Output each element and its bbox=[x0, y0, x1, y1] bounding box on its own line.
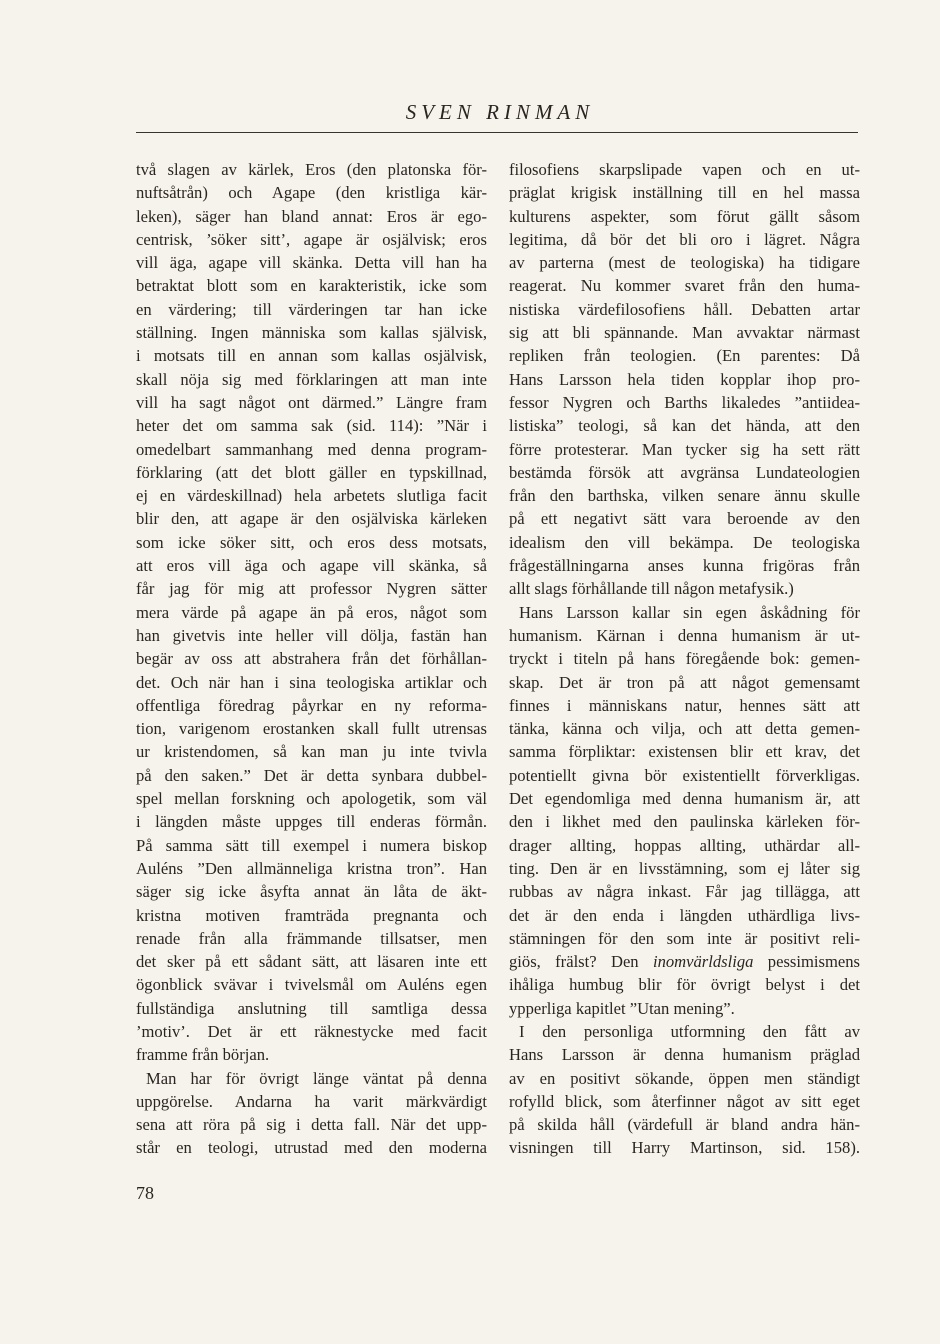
text-line: Hans Larsson är denna humanism präglad bbox=[509, 1045, 860, 1065]
text-line: präglat krigisk inställning till en hel massa bbox=[509, 183, 860, 203]
text-line: två slagen av kärlek, Eros (den platonska för- bbox=[136, 160, 487, 179]
text-segment: giös, frälst? Den bbox=[509, 952, 653, 972]
text-line: skall nöja sig med förklaringen att man inte bbox=[136, 369, 487, 389]
left-text-column bbox=[136, 158, 487, 1160]
text-line: på skilda håll (värdefull är bland andra hän- bbox=[509, 1115, 860, 1135]
text-line: listiska” teologi, så kan det hända, att den bbox=[509, 416, 860, 436]
text-line: i längden måste uppges till enderas förmån. bbox=[136, 812, 487, 832]
text-line: renade från alla främmande tillsatser, men bbox=[136, 928, 487, 948]
text-segment: pessimismens bbox=[753, 952, 860, 972]
text-line: det sker på ett sådant sätt, att läsaren inte ett bbox=[136, 952, 487, 972]
text-line: Hans Larsson kallar sin egen åskådning för bbox=[519, 602, 860, 622]
text-line: sena att röra på sig i detta fall. När det upp- bbox=[136, 1115, 487, 1135]
text-line: leken), säger han bland annat: Eros är ego- bbox=[136, 206, 487, 226]
text-line: ihåliga humbug blir för övrigt belyst i det bbox=[509, 975, 860, 995]
text-line: rubbas av några inkast. Får jag tillägga, att bbox=[509, 882, 860, 902]
text-line: rofylld blick, som återfinner något av sitt eget bbox=[509, 1091, 860, 1111]
text-line: betraktat blott som en karakteristik, icke som bbox=[136, 276, 487, 296]
text-line: fullständiga anslutning till samtliga dessa bbox=[136, 998, 487, 1018]
text-line: får jag för mig att professor Nygren sätter bbox=[136, 579, 487, 599]
text-line: filosofiens skarpslipade vapen och en ut- bbox=[509, 160, 860, 179]
text-line: offentliga föredrag påyrkar en ny reforma- bbox=[136, 695, 487, 715]
page-number: 78 bbox=[136, 1183, 154, 1203]
text-line: Hans Larsson hela tiden kopplar ihop pro- bbox=[509, 369, 860, 389]
text-line: tryckt i titeln på hans föregående bok: gemen- bbox=[509, 649, 860, 669]
text-line: ur kristendomen, så kan man ju inte tvivla bbox=[136, 742, 487, 762]
text-line: vill ha sagt något ont därmed.” Längre fram bbox=[136, 392, 487, 412]
text-line: begär av oss att abstrahera från det förhållan- bbox=[136, 649, 487, 669]
text-line: heter det om samma sak (sid. 114): ”När i bbox=[136, 416, 487, 436]
text-line: frågeställningarna anses kunna frigöras från bbox=[509, 556, 860, 576]
text-line: nuftsåtrån) och Agape (den kristliga kär- bbox=[136, 183, 487, 203]
text-line: idealism den vill bekämpa. De teologiska bbox=[509, 532, 860, 552]
text-line: samma förpliktar: existensen blir ett krav, det bbox=[509, 742, 860, 762]
text-line: står en teologi, utrustad med den moderna bbox=[136, 1138, 487, 1158]
text-line: framme från början. bbox=[136, 1045, 270, 1065]
text-line: Man har för övrigt länge väntat på denna bbox=[146, 1068, 487, 1088]
text-line: som icke söker sitt, och eros dess motsats, bbox=[136, 532, 487, 552]
text-line: vill äga, agape vill skänka. Detta vill han ha bbox=[136, 253, 487, 273]
text-line: i motsats till en annan som kallas osjälvisk, bbox=[136, 346, 487, 366]
italic-emphasis: inomvärldsliga bbox=[652, 952, 754, 972]
text-line: potentiellt givna bör existentiellt förverkligas. bbox=[509, 765, 860, 785]
text-line: han givetvis inte heller vill dölja, fastän han bbox=[136, 625, 487, 645]
text-line: reagerat. Nu kommer svaret från den huma- bbox=[509, 276, 860, 296]
text-line: legitima, då bör det bli oro i lägret. Några bbox=[509, 229, 860, 249]
text-line: mera värde på agape än på eros, något som bbox=[136, 602, 487, 622]
text-line: av en positivt sökande, öppen men ständigt bbox=[509, 1068, 860, 1088]
text-line: allt slags förhållande till någon metafysik.) bbox=[509, 579, 794, 599]
text-line: Det egendomliga med denna humanism är, att bbox=[509, 789, 860, 809]
text-line: tion, varigenom erostanken skall fullt utrensas bbox=[136, 719, 487, 739]
text-line: på den saken.” Det är detta synbara dubbel- bbox=[136, 765, 487, 785]
text-line: nistiska värdefilosofiens håll. Debatten artar bbox=[509, 299, 860, 319]
header-rule bbox=[136, 132, 858, 133]
text-line: en värdering; till värderingen tar han icke bbox=[136, 299, 487, 319]
text-line: omedelbart sammanhang med denna program- bbox=[136, 439, 487, 459]
text-line: kristna motiven framträda pregnanta och bbox=[136, 905, 487, 925]
text-line: uppgörelse. Andarna ha varit märkvärdigt bbox=[136, 1091, 487, 1111]
text-line: ting. Den är en livsstämning, som ej låter sig bbox=[509, 858, 860, 878]
text-line: sig att bli spännande. Man avvaktar närmast bbox=[509, 323, 860, 343]
text-line: bestämda försök att avgränsa Lundateologien bbox=[509, 462, 860, 482]
text-line: humanism. Kärnan i denna humanism är ut- bbox=[509, 625, 860, 645]
text-line: repliken från teologien. (En parentes: Då bbox=[509, 346, 860, 366]
text-line: ögonblick svävar i tvivelsmål om Auléns egen bbox=[136, 975, 487, 995]
text-line: tänka, känna och vilja, och att detta gemen- bbox=[509, 719, 860, 739]
text-line bbox=[509, 950, 860, 973]
text-line: fessor Nygren och Barths likaledes ”antiidea- bbox=[509, 392, 860, 412]
text-line: av parterna (mest de teologiska) ha tidigare bbox=[509, 253, 860, 273]
text-line: spel mellan forskning och apologetik, som väl bbox=[136, 789, 487, 809]
text-line: ’motiv’. Det är ett räknestycke med facit bbox=[136, 1021, 487, 1041]
text-line: drager allting, hoppas allting, uthärdar all- bbox=[509, 835, 860, 855]
text-line: visningen till Harry Martinson, sid. 158). bbox=[509, 1138, 860, 1158]
text-line: förklaring (att det blott gäller en typskillnad, bbox=[136, 462, 487, 482]
text-line: blir den, att agape är den osjälviska kärleken bbox=[136, 509, 487, 529]
text-line: det. Och när han i sina teologiska artiklar och bbox=[136, 672, 487, 692]
text-line: ypperliga kapitlet ”Utan mening”. bbox=[509, 998, 735, 1018]
text-line: finnes i människans natur, hennes sätt att bbox=[509, 695, 860, 715]
text-line: stämningen för den som inte är positivt reli- bbox=[509, 928, 860, 948]
text-line: kulturens aspekter, som förut gällt såsom bbox=[509, 206, 860, 226]
text-line: på ett negativt sätt vara beroende av den bbox=[509, 509, 860, 529]
text-line: ej en värdeskillnad) hela arbetets slutliga facit bbox=[136, 486, 487, 506]
text-line: från den barthska, vilken senare ännu skulle bbox=[509, 486, 860, 506]
text-line: förre protesterar. Man tycker sig ha sett rätt bbox=[509, 439, 860, 459]
text-line: På samma sätt till exempel i numera biskop bbox=[136, 835, 487, 855]
running-header: SVEN RINMAN bbox=[405, 100, 595, 124]
text-line: Auléns ”Den allmänneliga kristna tron”. Han bbox=[136, 858, 487, 878]
text-line: säger sig icke åsyfta annat än låta de äkt- bbox=[136, 882, 487, 902]
text-line: ställning. Ingen människa som kallas självisk, bbox=[136, 323, 487, 343]
text-line: centrisk, ’söker sitt’, agape är osjälvisk; eros bbox=[136, 229, 487, 249]
text-line: att eros vill äga och agape vill skänka, så bbox=[136, 556, 487, 576]
text-line: den i likhet med den paulinska kärleken för- bbox=[509, 812, 860, 832]
text-line: skap. Det är tron på att något gemensamt bbox=[509, 672, 860, 692]
text-line: det är den enda i längden uthärdliga livs- bbox=[509, 905, 860, 925]
text-line: I den personliga utformning den fått av bbox=[519, 1021, 860, 1041]
right-text-column bbox=[509, 158, 860, 1160]
